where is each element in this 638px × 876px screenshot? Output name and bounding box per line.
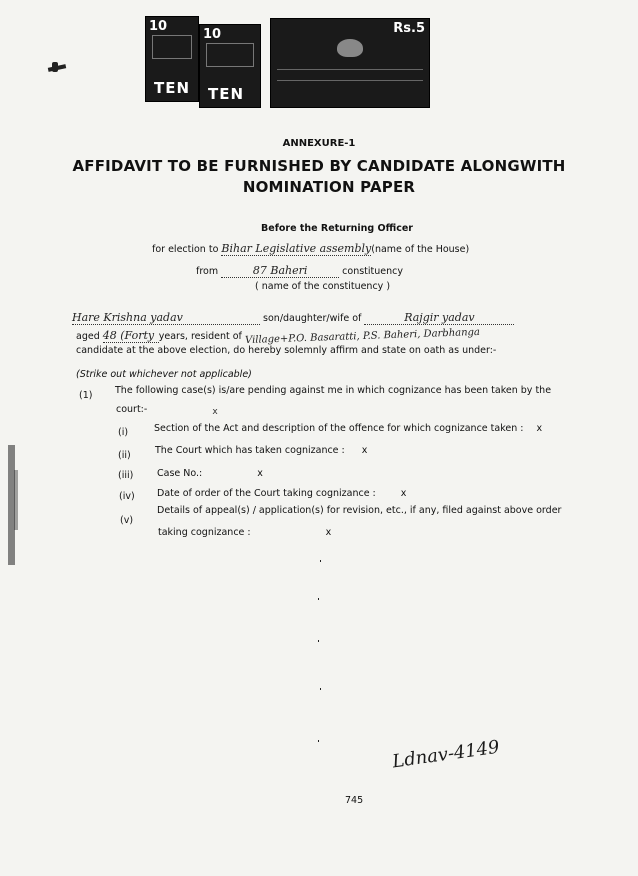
fold-mark (320, 688, 321, 690)
annexure-label: ANNEXURE-1 (282, 138, 356, 149)
cross-mark: x (325, 527, 332, 538)
strike-note: (Strike out whichever not applicable) (76, 369, 252, 380)
constituency-line (196, 264, 403, 278)
revenue-stamp-1 (145, 16, 199, 102)
stamp-3-denomination: Rs.5 (393, 21, 425, 36)
fold-mark (318, 740, 319, 742)
house-name-handwritten: Bihar Legislative assembly (221, 242, 372, 255)
item-1-text-line-1: The following case(s) is/are pending against me in which cognizance has been taken by the (115, 385, 552, 396)
subitem-5-number: (v) (120, 515, 134, 526)
cross-mark: x (400, 488, 407, 499)
page-title-line-1: AFFIDAVIT TO BE FURNISHED BY CANDIDATE ALONGWITH (72, 157, 566, 175)
address-handwritten: Village+P.O. Basaratti, P.S. Baheri, Darbhanga (244, 326, 481, 347)
from-label: from (196, 266, 219, 277)
election-line (152, 242, 469, 256)
page-title-line-2: NOMINATION PAPER (242, 178, 416, 196)
cross-mark: x (536, 423, 543, 434)
constituency-handwritten: 87 Baheri (221, 264, 339, 278)
subitem-1-number: (i) (118, 427, 129, 438)
item-1-text-line-2: court:- x (116, 404, 218, 417)
ink-mark (52, 62, 58, 72)
subitem-4-number: (iv) (119, 491, 135, 502)
relation-label: son/daughter/wife of (263, 313, 362, 324)
cross-mark: x (212, 407, 218, 417)
statement-line: candidate at the above election, do hereby solemnly affirm and state on oath as under:- (76, 345, 497, 356)
subitem-3-text: Case No.: x (157, 468, 263, 479)
stamp-1-word: TEN (154, 79, 191, 97)
constituency-note: ( name of the constituency ) (255, 281, 391, 292)
resident-label: years, resident of (158, 331, 242, 342)
age-handwritten: 48 (Forty (103, 329, 159, 343)
constituency-suffix: constituency (342, 266, 403, 277)
emblem-icon (337, 39, 363, 57)
subitem-5-text-line-1: Details of appeal(s) / application(s) for revision, etc., if any, filed against above order (157, 505, 562, 516)
signature: Ldnav-4149 (391, 736, 501, 773)
returning-officer-line: Before the Returning Officer (261, 223, 413, 234)
subitem-4-text: Date of order of the Court taking cognizance : x (157, 488, 407, 499)
subitem-5-text-line-2: taking cognizance : x (158, 527, 332, 538)
item-1-number: (1) (79, 390, 93, 401)
subitem-1-text: Section of the Act and description of the offence for which cognizance taken : x (154, 423, 543, 434)
father-name-handwritten: Rajgir yadav (364, 311, 514, 325)
subitem-3-number: (iii) (118, 470, 134, 481)
declarant-name-handwritten: Hare Krishna yadav (72, 311, 260, 325)
stamp-1-denomination: 10 (149, 19, 168, 34)
subitem-2-text: The Court which has taken cognizance : x (155, 445, 368, 456)
binding-mark (14, 470, 18, 530)
house-suffix: (name of the House) (371, 244, 470, 255)
stamp-2-word: TEN (208, 85, 245, 103)
cross-mark: x (361, 445, 368, 456)
page-number: 745 (345, 795, 364, 806)
cross-mark: x (257, 468, 263, 479)
fold-mark (318, 598, 319, 600)
revenue-stamp-3 (270, 18, 430, 108)
election-prefix: for election to (152, 244, 219, 255)
declarant-line (72, 311, 514, 325)
age-address-line (76, 326, 481, 347)
fold-mark (320, 560, 321, 562)
stamp-2-denomination: 10 (203, 27, 222, 42)
fold-mark (318, 640, 319, 642)
subitem-2-number: (ii) (118, 450, 131, 461)
revenue-stamp-2 (199, 24, 261, 108)
aged-label: aged (76, 331, 100, 342)
